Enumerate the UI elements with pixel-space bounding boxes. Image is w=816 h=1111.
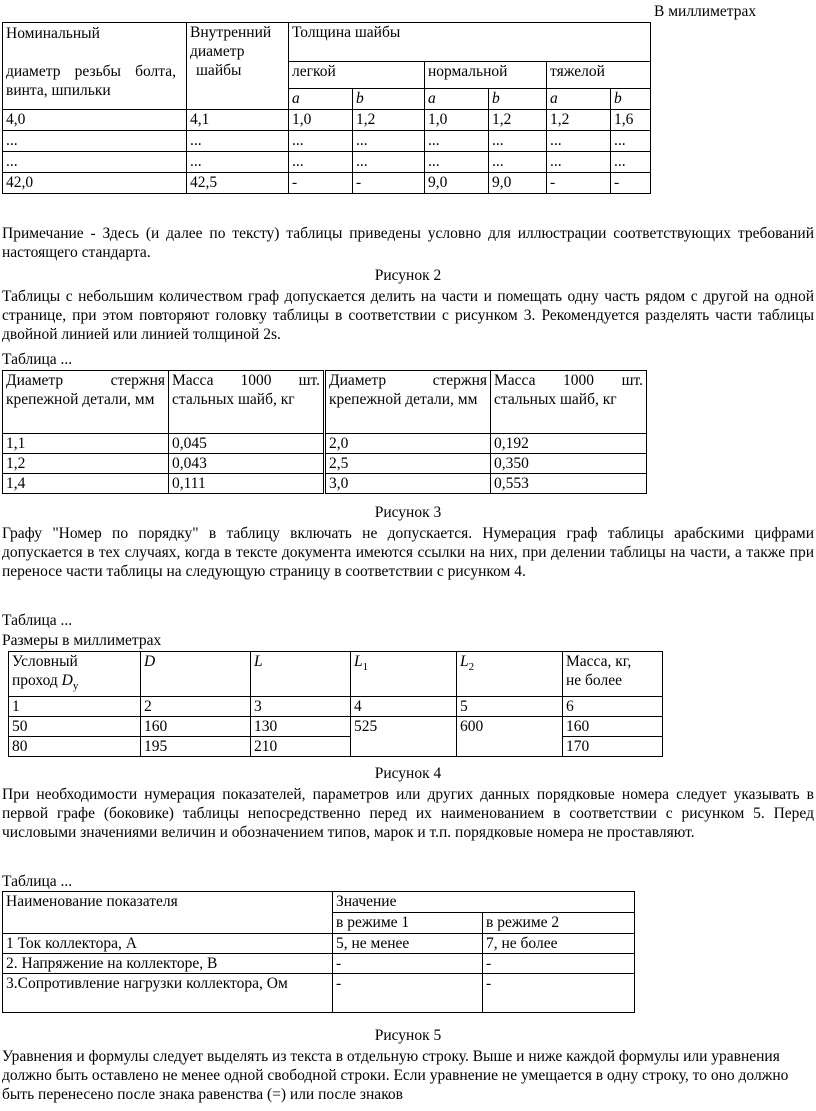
table-row: 3.Сопротивление нагрузки коллектора, Ом - -	[3, 974, 635, 1013]
table-row: 1 Ток коллектора, А 5, не менее 7, не более	[3, 934, 635, 954]
header-diameter: Диаметр стержня крепежной детали, мм	[325, 371, 491, 434]
formulas-paragraph: Уравнения и формулы следует выделять из текста в отдельную строку. Выше и ниже каждой формулы или уравнения должно быть оставлено не менее одной свободной строки. Если уравнение не умещается в одну строку, то оно должно быть перенесено после знака равенства (=) или после знаков	[2, 1048, 789, 1103]
numbering-paragraph: Графу "Номер по порядку" в таблицу включать не допускается. Нумерация граф таблицы арабскими цифрами допускается в тех случаях, когда в тексте документа имеются ссылки на них, при делении таблицы на части, а также при переносе части таблицы на следующую страницу в соответствии с рисунком 4.	[2, 525, 814, 580]
header-a: a	[289, 89, 353, 110]
table-row: 80 195 210 170	[9, 737, 663, 757]
table-row: 2. Напряжение на коллекторе, В - -	[3, 954, 635, 974]
header-mass: Масса 1000 шт. стальных шайб, кг	[491, 371, 647, 434]
table-label: Таблица ...	[2, 873, 73, 890]
header-light: легкой	[289, 62, 425, 89]
units-note: В миллиметрах	[654, 3, 757, 20]
indicators-paragraph: При необходимости нумерация показателей, параметров или других данных порядковые номера следует указывать в первой графе (боковике) таблицы непосредственно перед их наименованием в соответствии с рисунком 5. Перед числовыми значениями величин и обозначением типов, марок и т.п. порядковые номера не проставляют.	[2, 786, 814, 841]
header-b: b	[353, 89, 425, 110]
header-L2: $L_2$	[457, 652, 563, 697]
indicators-table	[2, 891, 635, 1013]
header-mass: Масса, кг, не более	[563, 652, 663, 697]
header-L: L	[251, 652, 351, 697]
header-mass: Масса 1000 шт. стальных шайб, кг	[169, 371, 325, 434]
header-thickness: Толщина шайбы	[289, 23, 651, 62]
table-row: ... ... ... ... ... ... ... ...	[3, 131, 651, 152]
dimensions-table	[8, 651, 663, 757]
header-D: D	[141, 652, 251, 697]
table-label: Таблица ...	[2, 612, 73, 629]
header-normal: нормальной	[425, 62, 547, 89]
figure-caption-5: Рисунок 5	[374, 1027, 442, 1044]
split-paragraph: Таблицы с небольшим количеством граф допускается делить на части и помещать одну часть рядом с другой на одной странице, при этом повторяют головку таблицы в соответствии с рисунком 3. Рекомендуется разделять части таблицы двойной линией или линией толщиной 2s.	[2, 288, 814, 343]
header-value: Значение	[333, 892, 635, 913]
header-a: a	[547, 89, 611, 110]
header-b: b	[489, 89, 547, 110]
header-b: b	[611, 89, 651, 110]
header-nominal-line2: диаметр резьбы болта,	[6, 63, 176, 80]
table-row: 1,2 0,043 2,5 0,350	[3, 454, 647, 474]
table-caption-dimensions: Размеры в миллиметрах	[2, 632, 162, 649]
table-row: ... ... ... ... ... ... ... ...	[3, 152, 651, 173]
header-nominal-diameter: Номинальный диаметр резьбы болта, винта, шпильки	[3, 23, 187, 110]
table-row: 1,4 0,111 3,0 0,553	[3, 474, 647, 494]
table-label: Таблица ...	[2, 351, 73, 368]
figure-caption-2: Рисунок 2	[374, 267, 442, 284]
table-row: 1 2 3 4 5 6	[9, 697, 663, 717]
header-mode-2: в режиме 2	[483, 913, 635, 934]
header-nominal-line3: винта, шпильки	[6, 82, 111, 99]
header-indicator-name: Наименование показателя	[3, 892, 333, 934]
figure-caption-4: Рисунок 4	[374, 765, 442, 782]
header-conditional-pass: Условный проход $D_у$	[9, 652, 141, 697]
header-a: a	[425, 89, 489, 110]
mass-table	[2, 370, 647, 494]
header-heavy: тяжелой	[547, 62, 651, 89]
table-row: 42,0 42,5 - - 9,0 9,0 - -	[3, 173, 651, 194]
note-paragraph: Примечание - Здесь (и далее по тексту) таблицы приведены условно для иллюстрации соответствующих требований настоящего стандарта.	[2, 225, 814, 261]
header-L1: $L_1$	[351, 652, 457, 697]
header-inner-diameter: Внутренний диаметр шайбы	[187, 23, 289, 110]
table-row: 1,1 0,045 2,0 0,192	[3, 434, 647, 454]
table-row: 50 160 130 525 600 160	[9, 717, 663, 737]
washer-thickness-table	[2, 22, 651, 194]
header-mode-1: в режиме 1	[333, 913, 483, 934]
table-row: 4,0 4,1 1,0 1,2 1,0 1,2 1,2 1,6	[3, 110, 651, 131]
header-diameter: Диаметр стержня крепежной детали, мм	[3, 371, 169, 434]
figure-caption-3: Рисунок 3	[374, 504, 442, 521]
